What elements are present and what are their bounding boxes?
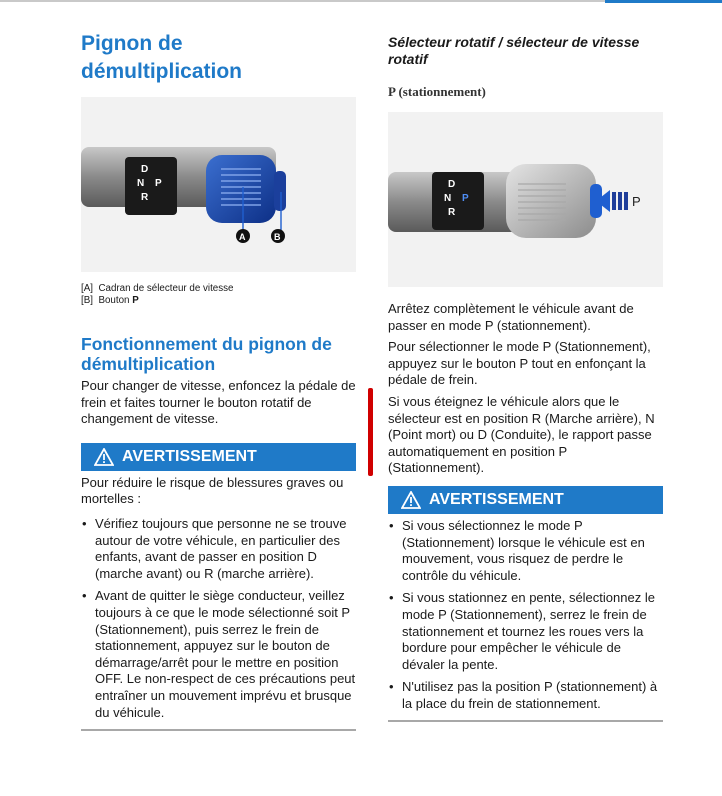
- dial-letter-n: N: [137, 178, 145, 189]
- section-title: Fonctionnement du pignon de démultiplication: [81, 334, 332, 374]
- warning-title-left: AVERTISSEMENT: [122, 447, 257, 465]
- legend-item-b: [B] Bouton P: [81, 294, 139, 306]
- page-title-line1: Pignon de: [81, 32, 183, 55]
- warning-list-left: [81, 516, 356, 721]
- change-marker-bar: [368, 388, 373, 476]
- park-button-figure: [388, 112, 663, 287]
- legend-item-a: [A] Cadran de sélecteur de vitesse: [81, 283, 234, 294]
- arrow-p-label: P: [632, 194, 641, 209]
- list-item: • N'utilisez pas la position P (stationnement) à la place du frein de stationnement.: [388, 679, 663, 712]
- park-button-illustration: [388, 112, 663, 287]
- page-title-line2: démultiplication: [81, 60, 243, 83]
- page-top-accent: [605, 0, 722, 3]
- callout-a-label: A: [239, 232, 246, 242]
- gear-dial-figure: [81, 97, 356, 272]
- dial-letter-p: P: [155, 178, 162, 189]
- list-item: • Si vous sélectionnez le mode P (Stationnement) lorsque le véhicule est en mouvement, vous risquez de perdre le contrôle du véhicule.: [388, 518, 663, 584]
- dial-letter-n: N: [444, 193, 452, 204]
- warning-banner-right: [388, 486, 663, 514]
- dial-letter-p: P: [462, 193, 469, 204]
- warning-title-right: AVERTISSEMENT: [429, 490, 564, 508]
- list-item: • Avant de quitter le siège conducteur, veillez toujours à ce que le mode sélectionné soit P (Stationnement), puis serrez le frein de stationnement, appuyez sur le bouton de démarrage/arrêt pour le mettre en position OFF. Le non-respect de ces précautions peut entraîner un mouvement imprévu et brusque du véhicule.: [81, 588, 356, 721]
- list-item: • Si vous stationnez en pente, sélectionnez le mode P (Stationnement), serrez le frein de stationnement et tournez les roues vers la bordure pour empêcher le véhicule de dévaler la pente.: [388, 590, 663, 673]
- warning-triangle-icon: [94, 448, 114, 466]
- warning-banner-left: [81, 443, 356, 471]
- dial-letter-d: D: [448, 179, 456, 190]
- paragraph-stop: Arrêtez complètement le véhicule avant de passer en mode P (stationnement).: [388, 301, 634, 333]
- section-end-rule-left: [81, 729, 356, 731]
- paragraph-auto-park: Si vous éteignez le véhicule alors que le sélecteur est en position R (Marche arrière), N (Point mort) ou D (Conduite), le rapport passe automatiquement en position P (Stationnement).: [388, 393, 655, 476]
- section-end-rule-right: [388, 720, 663, 722]
- gear-dial-illustration: [81, 97, 356, 272]
- rotary-selector-subtitle: Sélecteur rotatif / sélecteur de vitesse rotatif: [388, 34, 640, 67]
- figure-legend: [81, 283, 356, 306]
- dial-letter-d: D: [141, 164, 149, 175]
- right-column: [388, 30, 663, 722]
- warning-list-right: [388, 518, 663, 713]
- warning-intro: Pour réduire le risque de blessures graves ou mortelles :: [81, 474, 344, 507]
- callout-b-label: B: [274, 232, 281, 242]
- section-body: Pour changer de vitesse, enfoncez la pédale de frein et faites tourner le bouton rotatif de changement de vitesse.: [81, 378, 356, 427]
- park-caption: P (stationnement): [388, 84, 486, 99]
- list-item: • Vérifiez toujours que personne ne se trouve autour de votre véhicule, en particulier des enfants, avant de passer en position D (marche avant) ou R (marche arrière).: [81, 516, 356, 582]
- dial-letter-r: R: [448, 207, 456, 218]
- paragraph-select-park: Pour sélectionner le mode P (Stationnement), appuyez sur le bouton P tout en enfonçant la pédale de frein.: [388, 339, 651, 388]
- warning-triangle-icon: [401, 491, 421, 509]
- page-title: [81, 30, 356, 86]
- dial-letter-r: R: [141, 192, 149, 203]
- left-column: [81, 30, 356, 731]
